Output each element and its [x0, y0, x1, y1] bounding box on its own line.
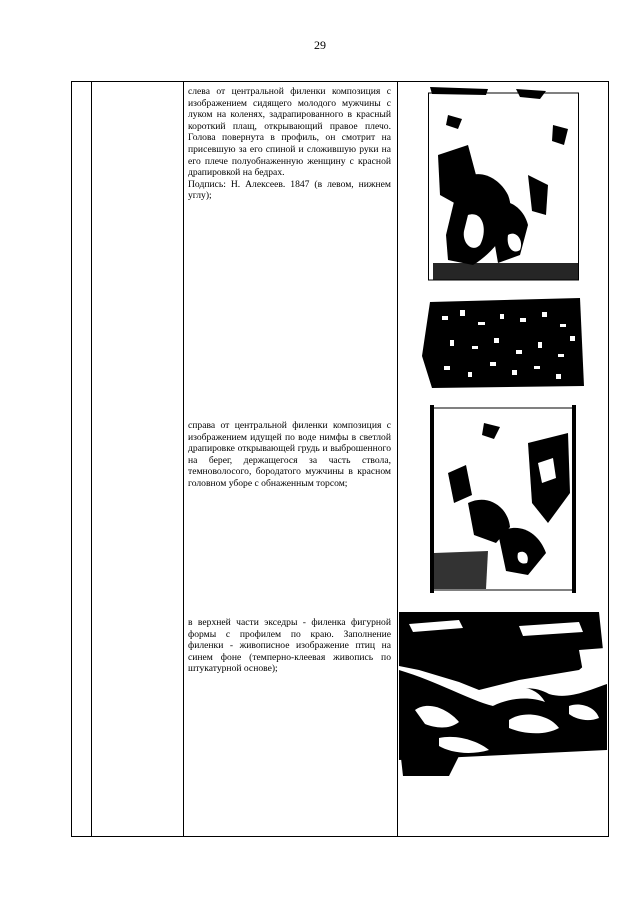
description-text-2: справа от центральной филенки композиция с изображением идущей по воде нимфы в светлой драпировке открывающей грудь и выброшенного на берег, держащегося за часть ствола, темноволосого, бородатого мужчины в красном головном уборе с обнаженным торсом;	[188, 420, 391, 489]
description-text-3: в верхней части экседры - филенка фигурной формы с профилем по краю. Заполнение филенки - живописное изображение птиц на синем фоне (темперно-клеевая живопись по штукатурной основе);	[188, 617, 391, 675]
painting-photo-ornament-panel	[420, 296, 586, 390]
painting-photo-exedra-panel	[399, 610, 607, 780]
painting-photo-nymph	[428, 403, 578, 593]
column-divider-3	[397, 82, 398, 836]
description-cell-3	[188, 617, 391, 675]
column-divider-1	[91, 82, 92, 836]
description-cell-1	[188, 86, 391, 202]
painting-photo-seated-man	[428, 85, 580, 281]
description-cell-2	[188, 420, 391, 490]
signature-text: Подпись: Н. Алексеев. 1847 (в левом, нижнем углу);	[188, 178, 391, 202]
document-table	[71, 81, 609, 837]
column-divider-2	[183, 82, 184, 836]
page-number: 29	[314, 38, 326, 52]
description-text-1: слева от центральной филенки композиция с изображением сидящего молодого мужчины с луком на коленях, задрапированного в красный короткий плащ, открывающий правое плечо. Голова повернута в профиль, он смотрит на присевшую за его спиной и сложившую руки на его плече полуобнаженную женщину с красной драпировкой на бедрах.	[188, 86, 391, 179]
